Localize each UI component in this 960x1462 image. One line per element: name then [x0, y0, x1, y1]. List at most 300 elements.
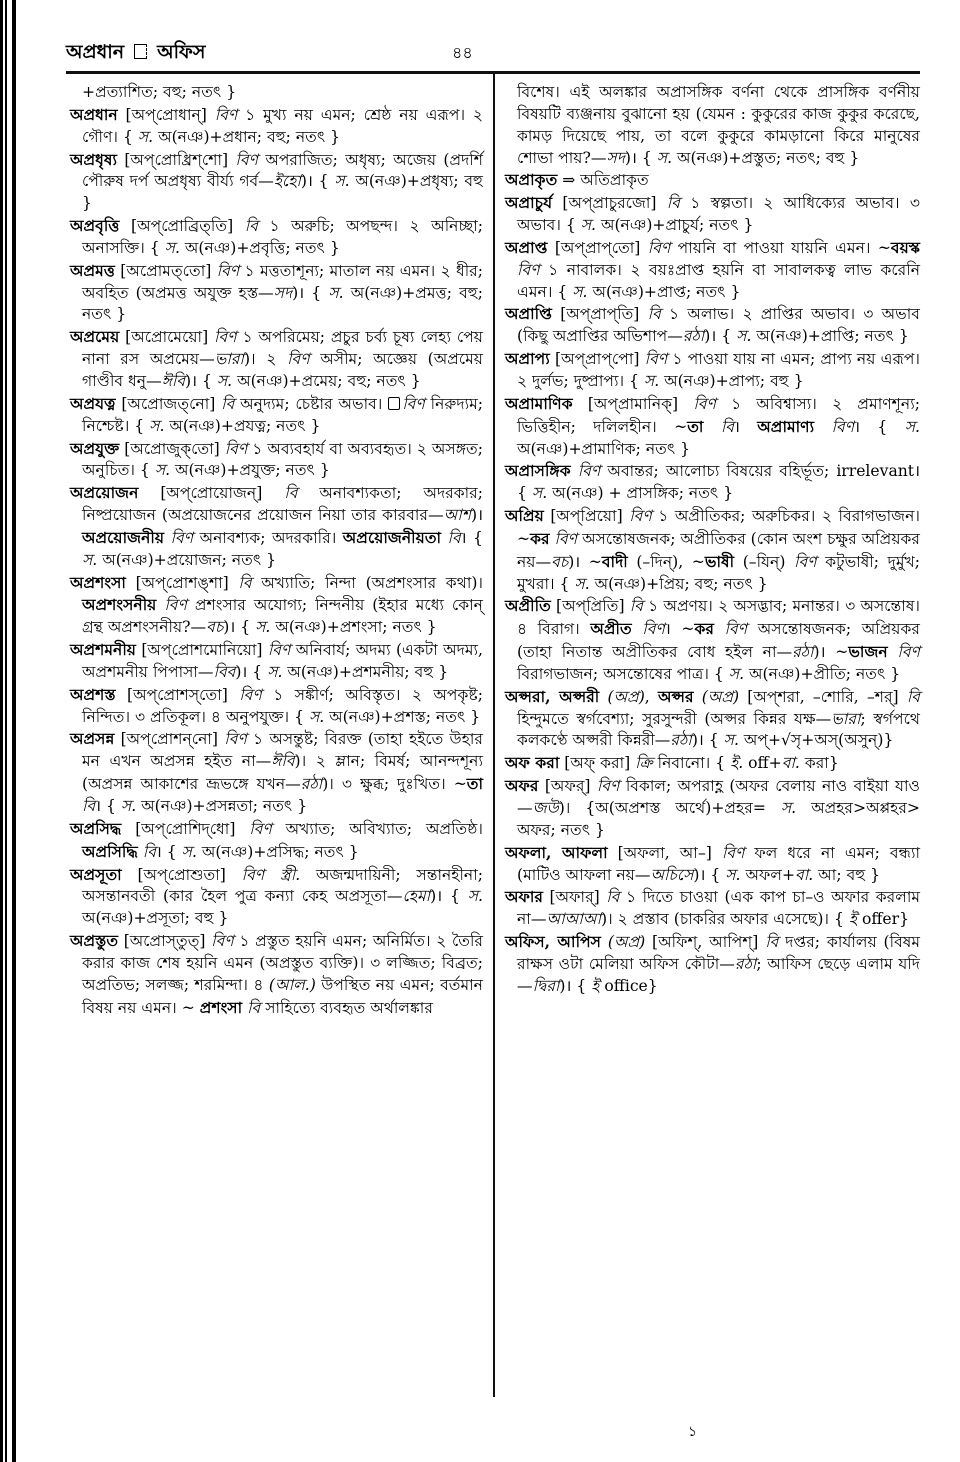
entry-text: +প্রত্যাশিত; বহু; নতৎ } [82, 83, 237, 101]
italic-label: বি [720, 417, 734, 436]
entry-text: অনাবশ্যক; অদরকারি। [193, 528, 343, 547]
italic-label: বিণ [224, 439, 248, 458]
entry-text: অসন্তোষজনক; অপ্রীতিকর (কোন অংশ চক্ষুর অপ্রিয়কর নয়— [517, 529, 920, 571]
entry-text: অ(নঞ)+প্রধান; বহু; নতৎ } [153, 127, 341, 146]
italic-label: রঠা [792, 643, 814, 662]
guide-words [66, 38, 205, 70]
entry-text: [অপ্‌প্রাপ্‌পো] [549, 350, 645, 369]
italic-label: ঈবি [161, 371, 186, 390]
entry-text: । { [517, 462, 920, 503]
italic-label: স. [164, 238, 180, 257]
italic-label: বিণ [647, 238, 671, 257]
headword: অপ্রবৃত্তি [70, 216, 120, 236]
entry-text: বিকাল; অপরাহ্ণ (অফর বেলায় নাও বাইয়া যাও— [517, 777, 921, 817]
italic-label: স. [328, 283, 344, 302]
entry-text: । ~ [664, 620, 695, 639]
headword: অপ্রধৃষ্য [70, 149, 118, 169]
entry-text: অ(নঞ)+প্রাপ্ত; নতৎ } [587, 282, 741, 301]
entry-text: )। ~ [568, 552, 602, 571]
italic-label: স. [531, 484, 548, 503]
headword: অপ্রশস্ত [70, 684, 116, 704]
italic-label: (অপ্র) [701, 687, 740, 706]
dictionary-entry [70, 149, 483, 216]
italic-label: জউ [532, 799, 559, 817]
entry-text: অ(নঞ)+প্রসন্নতা; নতৎ } [136, 797, 308, 815]
entry-text: ১ দিতে চাওয়া (এক কাপ চা–ও অফার করলাম না— [517, 888, 920, 929]
italic-label: বিণ [402, 394, 425, 413]
italic-label: স. [725, 865, 741, 884]
italic-label: বি [606, 888, 620, 907]
italic-label: বিণ [642, 620, 665, 639]
headword: অফর [505, 776, 539, 796]
italic-label: বিণ [577, 462, 601, 481]
italic-label: স. [255, 618, 271, 637]
entry-text: অ(নঞ)+প্রমত্ত; বহু; নতৎ } [82, 283, 483, 324]
entry-text: ১ অলাভ। ২ প্রাপ্তির অভাব। ৩ অভাব (কিছু অপ্রাপ্তির অভিশাপ— [517, 305, 920, 346]
entry-text: [অপ্‌প্রাচুরজো] [552, 194, 667, 213]
headword: অপ্রাপ্তি [505, 304, 552, 324]
italic-label: বিণ [214, 105, 238, 124]
italic-label: ইহো [273, 172, 301, 191]
entry-text [632, 620, 643, 638]
entry-text: ১ অপরিমেয়; প্রচুর চর্ব্য চূষ্য লেহ্য পেয় নানা রস অপ্রমেয়— [82, 328, 483, 369]
italic-label: ঈবি [271, 752, 295, 771]
entry-text: )। { [693, 865, 726, 884]
entry-text: ১ অব্যবহার্য বা অব্যবহৃত। ২ অসঙ্গত; অনুচিত। { [82, 439, 484, 480]
headword: অপ্রসূতা [70, 864, 122, 884]
column-divider [493, 74, 495, 1397]
headword: তা [687, 416, 704, 436]
italic-label: স. [181, 842, 197, 861]
entry-text: [অফিশ্‌, আপিশ্‌] [645, 933, 766, 952]
italic-label: বি [447, 528, 461, 547]
entry-text: [অপ্রোস্‌তুত্‌] [118, 932, 212, 951]
dictionary-entry [505, 686, 920, 753]
italic-label: স. [736, 327, 752, 346]
italic-label: বি [629, 597, 643, 616]
entry-text: কটুভাষী; দুর্মুখ; মুখরা। { [517, 552, 920, 593]
italic-label: স. [723, 731, 739, 750]
headword: অফ করা [505, 753, 560, 773]
italic-label: স. [572, 282, 588, 301]
entry-text: )। { [300, 172, 335, 191]
italic-label: বি [765, 933, 779, 952]
italic-label: বিণ [644, 350, 668, 369]
entry-text: ১ অসন্তুষ্ট; বিরক্ত (তাহা হইতে উহার মন এখন অপ্রসন্ন হইত না— [82, 730, 483, 771]
entry-text: (–যিন্‌) [734, 552, 795, 571]
headword: ভাজন [848, 642, 888, 662]
headword: অপ্রামাণ্য [757, 416, 815, 436]
italic-label: বি [906, 687, 920, 706]
headword: প্রশংসা [199, 997, 243, 1017]
latin-word: irrelevant [836, 462, 915, 481]
entry-text: অ(নঞ)+প্রাচুর্য; নতৎ } [596, 216, 754, 235]
headword: বাদী [601, 551, 628, 571]
entry-text: ১ স্বল্পতা। ২ আধিক্যের অভাব। ৩ অভাব। { [517, 194, 920, 235]
headword: অপ্রসন্ন [70, 729, 115, 749]
italic-label: বিণ [554, 529, 578, 548]
headword: অপ্রসিদ্ধি [82, 841, 138, 861]
italic-label: বা. [795, 865, 814, 884]
dictionary-entry [505, 886, 920, 931]
italic-label: বিণ [596, 777, 620, 796]
entry-text: ১ প্রস্তুত হয়নি এমন; অনির্মিত। ২ তৈরি করার কাজ শেষ হয়নি এমন (অপ্রস্তুত ব্যক্তি)। ৩ লজ্জিত; বিব্রত; অপ্রতিভ; সলজ্জ; শরমিন্দা। ৪ [82, 932, 483, 994]
italic-label: স. [643, 371, 660, 390]
dictionary-entry [505, 842, 920, 887]
dictionary-entry [505, 595, 920, 685]
italic-label: স. [580, 216, 597, 235]
dictionary-entry [70, 572, 483, 640]
headword: অপ্রসিদ্ধ [70, 818, 122, 838]
entry-text: বিরাগভাজন; অসন্তোষের পাত্র। { [517, 664, 729, 683]
italic-label: বিণ [211, 932, 234, 951]
dictionary-entry [505, 303, 920, 348]
entry-text: অ(নঞ)+প্রযুক্ত; নতৎ } [170, 461, 330, 480]
entry-text: [অপ্‌প্রোয়োজন্‌] [138, 484, 285, 503]
italic-label: ই. [730, 754, 744, 773]
entry-text: অজন্মদায়িনী; সন্তানহীনা; অসন্তানবতী (কার হৈল পুত্র কন্যা কেহ অপ্রসূতা— [82, 865, 484, 906]
entry-text: অবান্তর; আলোচ্য বিষয়ের বহির্ভূত; [600, 462, 837, 481]
entry-text: [অফলা, আ–] [607, 843, 722, 862]
italic-label: বিণ [693, 394, 716, 413]
italic-label: স. [154, 461, 171, 480]
entry-text: )। { [185, 371, 217, 390]
headword: অপ্সরা, অপ্সরী [505, 686, 600, 706]
entry-text: ১ অপ্রীতিকর; অরুচিকর। ২ বিরাগভাজন। ~ [517, 507, 920, 548]
entry-text: নিবানো। { [652, 754, 731, 773]
entry-text: ১ অপ্রণয়। ২ অসদ্ভাব; মনান্তর। ৩ অসন্তোষ। ৪ বিরাগ। [517, 597, 921, 639]
entry-text: ১ নাবালক। ২ বয়ঃপ্রাপ্ত হয়নি বা সাবালকত্ব লাভ করেনি এমন। { [517, 260, 920, 301]
entry-text: ১ অবিশ্বাস্য। ২ প্রমাণশূন্য; ভিত্তিহীন; দলিলহীন। ~ [517, 394, 920, 436]
italic-label: সদ [606, 148, 625, 167]
entry-text: )। { [292, 283, 329, 302]
italic-label: বিণ স্ত্রী. [241, 865, 301, 884]
italic-label: স. [216, 371, 233, 390]
entry-text: উপস্থিত নয় এমন; বর্তমান বিষয় নয় এমন। ~ [82, 975, 483, 1017]
page-number: ৪৪ [452, 43, 473, 62]
entry-text: [অপ্রোজত্‌নো] [115, 394, 222, 413]
headword: তা [466, 774, 483, 794]
entry-text: )। {অ(অপ্রশস্ত অর্থে)+প্রহর= [558, 799, 781, 817]
headword: অপ্রমেয় [70, 327, 120, 347]
entry-text: ১ মুখ্য নয় এমন; শ্রেষ্ঠ নয় এরূপ। ২ গৌণ। { [82, 105, 484, 146]
entry-text: ; আফিস ছেড়ে এলাম যদি— [517, 954, 921, 995]
entry-text: [অফার্‌] [543, 888, 607, 907]
italic-label: হেমা [402, 887, 431, 906]
headword: অপ্রাচুর্য [505, 193, 553, 213]
headword: অপ্রাসঙ্গিক [505, 461, 571, 481]
italic-label: রঠা [670, 731, 692, 750]
entry-text: । [733, 417, 758, 436]
headword: অফিস, আপিস [505, 932, 601, 952]
latin-word: off [748, 754, 769, 773]
dictionary-entry [70, 215, 483, 260]
italic-label: অচিসে [650, 865, 694, 884]
entry-text: [অপ্‌প্রিয়ো] [543, 507, 630, 526]
entry-text: [অপ্‌প্রোশিদ্‌ধো] [121, 819, 250, 838]
entry-text: [অপ্‌প্রাপ্‌তি] [551, 305, 648, 324]
entry-text: )। { [223, 618, 256, 637]
dictionary-entry [505, 931, 920, 998]
entry-text: )। [471, 506, 483, 525]
italic-label: বি [238, 573, 252, 592]
entry-text: )। ২ [243, 350, 288, 369]
entry-text: প্রশংসার অযোগ্য; নিন্দনীয় (ইহার মধ্যে কোন্‌ গ্রন্থ অপ্রশংসনীয়?— [82, 596, 483, 637]
entry-text: [অপ্‌প্রোধান্‌] [117, 105, 215, 124]
italic-label: স. [120, 797, 137, 815]
entry-text: অ(নঞ)+প্রিয়; বহু; নতৎ } [589, 574, 768, 593]
entry-text: । { [95, 797, 121, 815]
entry-text: } [647, 976, 658, 995]
headword: অপ্রধান [70, 104, 118, 124]
entry-text [814, 418, 831, 436]
italic-label: রঠা [734, 954, 757, 973]
italic-label: (আল.) [268, 975, 316, 994]
dictionary-entry [70, 930, 483, 1019]
dictionary-entry [70, 260, 483, 327]
entry-text: ১ সঙ্কীর্ণ; অবিস্তৃত। ২ অপকৃষ্ট; নিন্দিত। ৩ প্রতিকূল। ৪ অনুপযুক্ত। { [82, 685, 483, 726]
entry-text: [অপ্‌প্রিতি] [550, 597, 630, 616]
book-binding-edge [0, 0, 16, 1462]
entry-text: )। { [235, 662, 268, 681]
headword: অপ্রশমনীয় [70, 640, 136, 660]
italic-label: স. [780, 799, 797, 817]
left-column [70, 82, 483, 1019]
dictionary-entry [505, 775, 920, 842]
entry-text: অ(নঞ)+প্রমেয়; বহু; নতৎ } [232, 371, 421, 390]
italic-label: স. [149, 416, 165, 435]
entry-text: ; স্বর্গপথে কলকণ্ঠে অপ্সরী কিন্নরী— [517, 709, 920, 750]
entry-text: } [899, 910, 910, 929]
entry-text: [অপ্রোমত্‌তো] [114, 261, 217, 280]
headword: বয়স্ক [890, 237, 920, 257]
italic-label: বি [647, 305, 661, 324]
entry-text: বিশেষ। এই অলঙ্কার অপ্রাসঙ্গিক বর্ণনা থেকে প্রাসঙ্গিক বর্ণনীয় বিষয়টি ব্যঞ্জনায় বুঝানো হয় (যেমন : কুকুরের কাজ কুকুর করেছে, কামড় দিয়েছে পায়, তা বলে কুকুরে কামড়ানো কিরে মানুষের শোভা পায়?— [517, 83, 920, 167]
dictionary-entry [70, 326, 483, 393]
dictionary-entry [505, 460, 920, 505]
dictionary-entry [505, 505, 920, 595]
entry-text: )। { [691, 731, 724, 750]
dictionary-entry [70, 104, 483, 149]
entry-text: [অপ্‌প্রোশমোনিয়ো] [136, 641, 268, 660]
headword: কর [530, 528, 550, 548]
headword: অপ্রীত [590, 619, 632, 639]
italic-label: বচ [206, 618, 224, 637]
italic-label: বিণ [629, 507, 652, 526]
entry-text: [অপ্‌প্রাপ্‌তো] [547, 238, 648, 257]
entry-text: )। { [430, 887, 468, 906]
entry-continuation [505, 82, 920, 169]
entry-text: অপরাজিত; অধৃষ্য; অজেয় (প্রদর্শি পৌরুষ দর্প অপ্রধৃষ্য বীর্য্য গর্ব— [82, 150, 483, 191]
entry-text: )। { [624, 148, 657, 167]
entry-text: [অপ্রোমেয়ো] [119, 328, 215, 347]
italic-label: বিণ [249, 819, 272, 838]
italic-label: বিণ [721, 843, 745, 862]
italic-label: সদ [273, 283, 293, 302]
italic-label: বিণ [224, 730, 247, 749]
italic-label: বি [247, 998, 261, 1017]
entry-text: [অফ্‌ করা] [559, 754, 636, 773]
entry-text: হিন্দুমতে স্বর্গবেশ্যা; সুরসুন্দরী (অপ্সর কিন্নর যক্ষ— [517, 709, 832, 728]
italic-label: বিণ [170, 528, 194, 547]
entry-text [703, 418, 720, 436]
headword: ভাষী [704, 551, 735, 571]
italic-label: বিব [213, 662, 236, 681]
italic-label: বচ [551, 552, 569, 571]
italic-label: আশ [443, 506, 471, 525]
italic-label: স. [656, 148, 673, 167]
italic-label: বিণ [239, 685, 262, 704]
entry-text: )। ২ ম্লান; বিমর্ষ; আনন্দশূন্য (অপ্রসন্ন আকাশের ভ্রূভঙ্গে যখন— [82, 752, 483, 794]
entry-text: [অপ্‌প্রামানিক্‌] [572, 394, 694, 413]
italic-label: স. [574, 574, 590, 593]
italic-label: দ্বিরা [532, 976, 560, 995]
latin-word: offer [861, 910, 900, 929]
entry-text: [অপ্‌প্রোশুতা] [121, 865, 242, 884]
italic-label: আআআ [546, 910, 602, 929]
italic-label: বা. [781, 754, 800, 773]
entry-text: অপ্রহর>অপ্পহর> অফর; নতৎ } [517, 799, 920, 839]
square-dotted-icon [134, 44, 147, 59]
entry-text: অখ্যাতি; নিন্দা (অপ্রশংসার কথা)। [251, 573, 483, 592]
headword: অপ্রয়োজনীয়তা [342, 527, 442, 547]
headword: অপ্রযুক্ত [70, 438, 120, 458]
italic-label: বি [221, 394, 235, 413]
last-guide-word: অফিস [157, 41, 206, 63]
italic-label: বিণ [287, 350, 310, 369]
entry-text: [অপ্‌প্রোশন্‌নো] [114, 730, 225, 749]
entry-text: ⇒ অতিপ্রাকৃত [557, 171, 649, 190]
entry-text: ১ পাওয়া যায় না এমন; প্রাপ্য নয় এরূপ। ২ দুর্লভ; দুষ্প্রাপ্য। { [517, 350, 921, 390]
latin-word: office [604, 976, 648, 995]
dictionary-entry [70, 818, 483, 864]
entry-text: অ(নঞ)+প্রশংসা; নতৎ } [270, 618, 437, 637]
dictionary-entry [70, 639, 483, 684]
italic-label: ই [848, 910, 857, 929]
headword: অপ্রামাণিক [505, 393, 573, 413]
entry-text: , [644, 687, 658, 706]
entry-text [694, 688, 702, 706]
entry-text: [অপ্রোজুক্‌তো] [119, 439, 225, 458]
entry-text: সাহিত্যে ব্যবহৃত অর্থালঙ্কার [260, 998, 433, 1017]
headword: কর [694, 619, 714, 639]
italic-label: বিণ [724, 620, 748, 639]
italic-label: বি [666, 194, 680, 213]
dictionary-entry [505, 169, 920, 192]
entry-text: অ(নঞ)+প্রসূতা; বহু } [82, 909, 229, 928]
entry-text: অনিবার্য; অদম্য (একটা অদম্য, অপ্রশমনীয় পিপাসা— [82, 641, 483, 681]
square-box-icon [388, 397, 400, 410]
headword: অফলা, আফলা [505, 842, 608, 862]
entry-text: )। ২ প্রস্তাব (চাকরির অফার এসেছে)। { [601, 910, 849, 929]
headword: অপ্সর [657, 686, 694, 706]
italic-label: বিণ [794, 552, 817, 571]
headword: অপ্রীতি [505, 596, 551, 616]
entry-text: [অপ্‌প্রোশস্‌তো] [115, 685, 240, 704]
entry-text: অ(নঞ)+প্রশমনীয়; বহু } [282, 662, 449, 681]
headword: অপ্রয়োজন [70, 483, 139, 503]
headword: অপ্রযত্ন [70, 393, 116, 413]
headword: অফার [505, 887, 544, 907]
entry-text [571, 462, 578, 480]
entry-text: + [768, 754, 782, 773]
headword: অপ্রাপ্য [505, 349, 550, 369]
dictionary-entry [70, 728, 483, 817]
entry-text: অসীম; অজ্ঞেয় (অপ্রমেয় গাণ্ডীব ধনু— [82, 350, 483, 390]
entry-text: অ(নঞ)+প্রবৃত্তি; নতৎ } [179, 238, 340, 257]
entry-text: অ(নঞ)+প্রসিদ্ধ; নতৎ } [196, 842, 359, 861]
entry-text: আ; বহু } [813, 865, 881, 884]
entry-text: অ(নঞ)+প্রশস্ত; নতৎ } [324, 707, 481, 726]
entry-text: নিরুদ্যম; নিশ্চেষ্ট। { [82, 394, 483, 435]
entry-text: অ(নঞ)+প্রাপ্তি; নতৎ } [751, 327, 909, 346]
italic-label: রঠা [300, 775, 323, 794]
entry-text: )। ~ [813, 643, 849, 662]
italic-label: বিণ [214, 328, 237, 347]
entry-text: [অপ্‌প্রোব্রিত্‌তি] [119, 217, 245, 236]
dictionary-entry [505, 752, 920, 775]
entry-text: [অপ্‌শরা, –শোরি, –শর্‌] [739, 687, 907, 706]
entry-text: অফল+ [740, 865, 796, 884]
italic-label: বি [142, 842, 156, 861]
entry-text: অপ্‌+√সৃ+অস্‌(অসুন্‌)} [738, 731, 894, 750]
dictionary-entry [505, 393, 920, 461]
entry-text: )। ৩ ক্ষুব্ধ; দুঃখিত। ~ [322, 775, 467, 794]
italic-label: স. [728, 664, 745, 683]
entry-text: অ(নঞ)+প্রামাণিক; নতৎ } [517, 439, 691, 458]
dictionary-entry [70, 482, 483, 571]
italic-label: স. [267, 662, 283, 681]
italic-label: বিণ [831, 417, 855, 436]
headword: অপ্রমত্ত [70, 260, 115, 280]
entry-text: [অফর্‌] [538, 777, 597, 796]
italic-label: স. [308, 707, 325, 726]
entry-text: অ(নঞ) + প্রাসঙ্গিক; নতৎ } [547, 484, 734, 503]
italic-label: ভারা [831, 709, 861, 728]
entry-text: অনাবশ্যকতা; অদরকার; নিষ্প্রয়োজন (অপ্রয়োজনের প্রয়োজন নিয়া তার কারবার— [82, 484, 483, 525]
entry-text: )। { [704, 327, 737, 346]
dictionary-entry [505, 192, 920, 237]
dictionary-entry [70, 684, 483, 729]
italic-label: বি [244, 217, 258, 236]
dictionary-entry [505, 348, 920, 393]
entry-text: । { [460, 528, 483, 547]
italic-label: স. [82, 550, 98, 569]
entry-text: (–দিন্‌), ~ [627, 552, 705, 571]
dictionary-entry [70, 864, 483, 931]
italic-label: বিণ [235, 150, 258, 169]
entry-text: অখ্যাত; অবিখ্যাত; অপ্রতিষ্ঠ। [271, 819, 483, 838]
entry-text: পায়নি বা পাওয়া যায়নি এমন। ~ [670, 238, 891, 257]
italic-label: ক্রি [635, 754, 653, 773]
entry-text: অসন্তোষজনক; অপ্রিয়কর (তাহা নিতান্ত অপ্রীতিকর বোধ হইল না— [517, 620, 920, 662]
entry-text [714, 620, 725, 638]
headword: অপ্রাপ্ত [505, 237, 548, 257]
italic-label: বিণ [897, 643, 920, 662]
italic-label: স. [334, 172, 350, 191]
entry-text: অ(নঞ)+প্রযত্ন; নতৎ } [164, 416, 321, 435]
entry-continuation [70, 82, 483, 104]
entry-text: অ(নঞ)+প্রধৃষ্য; বহু } [82, 172, 483, 213]
headword: অপ্রিয় [505, 506, 544, 526]
entry-text: ১ মত্ততাশূন্য; মাতাল নয় এমন। ২ ধীর; অবহিত (অপ্রমত্ত অযুক্ত হস্ত— [82, 261, 483, 302]
footer-mark: ১ [688, 1424, 698, 1440]
headword: অপ্রশংসনীয় [82, 595, 157, 615]
first-guide-word: অপ্রধান [66, 41, 125, 63]
italic-label: বি [82, 797, 96, 815]
italic-label: (অপ্র) [607, 687, 645, 706]
entry-text: [অপ্‌প্রোধ্রিশ্‌শো] [117, 150, 236, 169]
